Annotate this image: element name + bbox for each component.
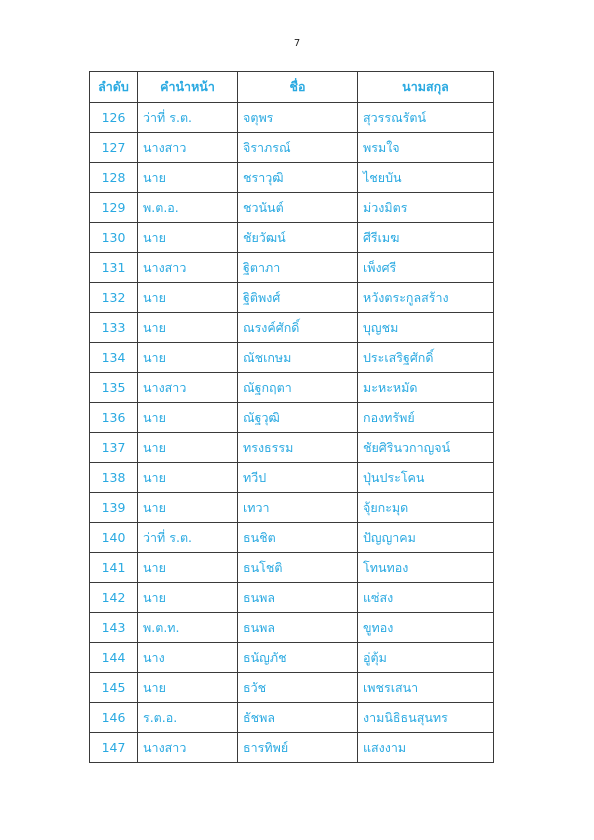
cell-last-name: ไชยบัน — [358, 163, 494, 193]
table-row — [90, 283, 494, 313]
cell-title: นาย — [138, 493, 238, 523]
header-row — [90, 72, 494, 103]
header-last-name: นามสกุล — [358, 72, 494, 103]
table-row — [90, 733, 494, 763]
cell-title: ร.ต.อ. — [138, 703, 238, 733]
cell-order: 133 — [90, 313, 138, 343]
cell-first-name: ธนพล — [238, 583, 358, 613]
cell-last-name: หวังตระกูลสร้าง — [358, 283, 494, 313]
cell-first-name: ชวนันต์ — [238, 193, 358, 223]
cell-order: 141 — [90, 553, 138, 583]
table-row — [90, 223, 494, 253]
cell-title: นาย — [138, 433, 238, 463]
header-title: คำนำหน้า — [138, 72, 238, 103]
cell-order: 134 — [90, 343, 138, 373]
cell-last-name: ขูทอง — [358, 613, 494, 643]
table-row — [90, 193, 494, 223]
cell-order: 144 — [90, 643, 138, 673]
table-row — [90, 133, 494, 163]
cell-first-name: ธนพล — [238, 613, 358, 643]
cell-order: 129 — [90, 193, 138, 223]
table-row — [90, 253, 494, 283]
cell-title: นาย — [138, 553, 238, 583]
cell-order: 143 — [90, 613, 138, 643]
cell-title: นาย — [138, 463, 238, 493]
cell-last-name: บุญชม — [358, 313, 494, 343]
cell-order: 147 — [90, 733, 138, 763]
cell-last-name: สุวรรณรัตน์ — [358, 103, 494, 133]
cell-title: นาย — [138, 583, 238, 613]
cell-title: นางสาว — [138, 133, 238, 163]
cell-first-name: ชราวุฒิ — [238, 163, 358, 193]
cell-order: 140 — [90, 523, 138, 553]
cell-last-name: กองทรัพย์ — [358, 403, 494, 433]
cell-first-name: ธารทิพย์ — [238, 733, 358, 763]
cell-first-name: ธวัช — [238, 673, 358, 703]
cell-first-name: ธัชพล — [238, 703, 358, 733]
cell-last-name: เพชรเสนา — [358, 673, 494, 703]
cell-first-name: ณัฐวุฒิ — [238, 403, 358, 433]
cell-title: นาย — [138, 163, 238, 193]
cell-order: 127 — [90, 133, 138, 163]
header-first-name: ชื่อ — [238, 72, 358, 103]
cell-last-name: เพ็งศรี — [358, 253, 494, 283]
cell-order: 128 — [90, 163, 138, 193]
cell-last-name: แสงงาม — [358, 733, 494, 763]
cell-title: นาย — [138, 673, 238, 703]
table-row — [90, 433, 494, 463]
cell-first-name: ณัชเกษม — [238, 343, 358, 373]
cell-order: 135 — [90, 373, 138, 403]
cell-first-name: ธนชิต — [238, 523, 358, 553]
cell-last-name: จุ้ยกะมุด — [358, 493, 494, 523]
cell-last-name: ศีรีเมฆ — [358, 223, 494, 253]
cell-title: นาย — [138, 283, 238, 313]
cell-last-name: งามนิธิธนสุนทร — [358, 703, 494, 733]
table-row — [90, 673, 494, 703]
cell-order: 145 — [90, 673, 138, 703]
cell-first-name: จตุพร — [238, 103, 358, 133]
cell-first-name: ณัฐกฤตา — [238, 373, 358, 403]
cell-title: พ.ต.ท. — [138, 613, 238, 643]
cell-order: 136 — [90, 403, 138, 433]
cell-last-name: ชัยศิรินวกาญจน์ — [358, 433, 494, 463]
table-row — [90, 583, 494, 613]
cell-first-name: ทวีป — [238, 463, 358, 493]
cell-title: นาย — [138, 223, 238, 253]
cell-first-name: ทรงธรรม — [238, 433, 358, 463]
cell-first-name: ณรงค์ศักดิ์ — [238, 313, 358, 343]
cell-order: 131 — [90, 253, 138, 283]
table-row — [90, 493, 494, 523]
cell-order: 139 — [90, 493, 138, 523]
cell-order: 137 — [90, 433, 138, 463]
cell-first-name: จิราภรณ์ — [238, 133, 358, 163]
cell-last-name: โทนทอง — [358, 553, 494, 583]
cell-title: นางสาว — [138, 373, 238, 403]
cell-title: พ.ต.อ. — [138, 193, 238, 223]
table-row — [90, 703, 494, 733]
table-row — [90, 403, 494, 433]
cell-last-name: แซ่สง — [358, 583, 494, 613]
cell-last-name: อู่ตุ้ม — [358, 643, 494, 673]
cell-last-name: มะหะหมัด — [358, 373, 494, 403]
table-row — [90, 463, 494, 493]
table-row — [90, 373, 494, 403]
cell-first-name: เทวา — [238, 493, 358, 523]
cell-first-name: ชัยวัฒน์ — [238, 223, 358, 253]
cell-first-name: ธนโชติ — [238, 553, 358, 583]
table-row — [90, 523, 494, 553]
cell-title: นาย — [138, 313, 238, 343]
table-row — [90, 313, 494, 343]
header-order: ลำดับ — [90, 72, 138, 103]
table-row — [90, 343, 494, 373]
table-row — [90, 163, 494, 193]
cell-title: นาย — [138, 343, 238, 373]
table-row — [90, 643, 494, 673]
table-row — [90, 553, 494, 583]
cell-first-name: ฐิตาภา — [238, 253, 358, 283]
cell-title: นางสาว — [138, 733, 238, 763]
cell-title: ว่าที่ ร.ต. — [138, 523, 238, 553]
cell-order: 126 — [90, 103, 138, 133]
cell-last-name: พรมใจ — [358, 133, 494, 163]
cell-last-name: ม่วงมิตร — [358, 193, 494, 223]
cell-title: นาย — [138, 403, 238, 433]
cell-order: 132 — [90, 283, 138, 313]
cell-title: ว่าที่ ร.ต. — [138, 103, 238, 133]
cell-first-name: ฐิติพงศ์ — [238, 283, 358, 313]
cell-order: 138 — [90, 463, 138, 493]
page-number: 7 — [293, 38, 301, 49]
name-list-table — [89, 71, 494, 763]
cell-title: นาง — [138, 643, 238, 673]
cell-order: 130 — [90, 223, 138, 253]
cell-last-name: ปัญญาคม — [358, 523, 494, 553]
table-row — [90, 613, 494, 643]
cell-title: นางสาว — [138, 253, 238, 283]
cell-order: 142 — [90, 583, 138, 613]
table-row — [90, 103, 494, 133]
cell-last-name: ปุ่นประโคน — [358, 463, 494, 493]
cell-order: 146 — [90, 703, 138, 733]
cell-last-name: ประเสริฐศักดิ์ — [358, 343, 494, 373]
cell-first-name: ธนัญภัช — [238, 643, 358, 673]
